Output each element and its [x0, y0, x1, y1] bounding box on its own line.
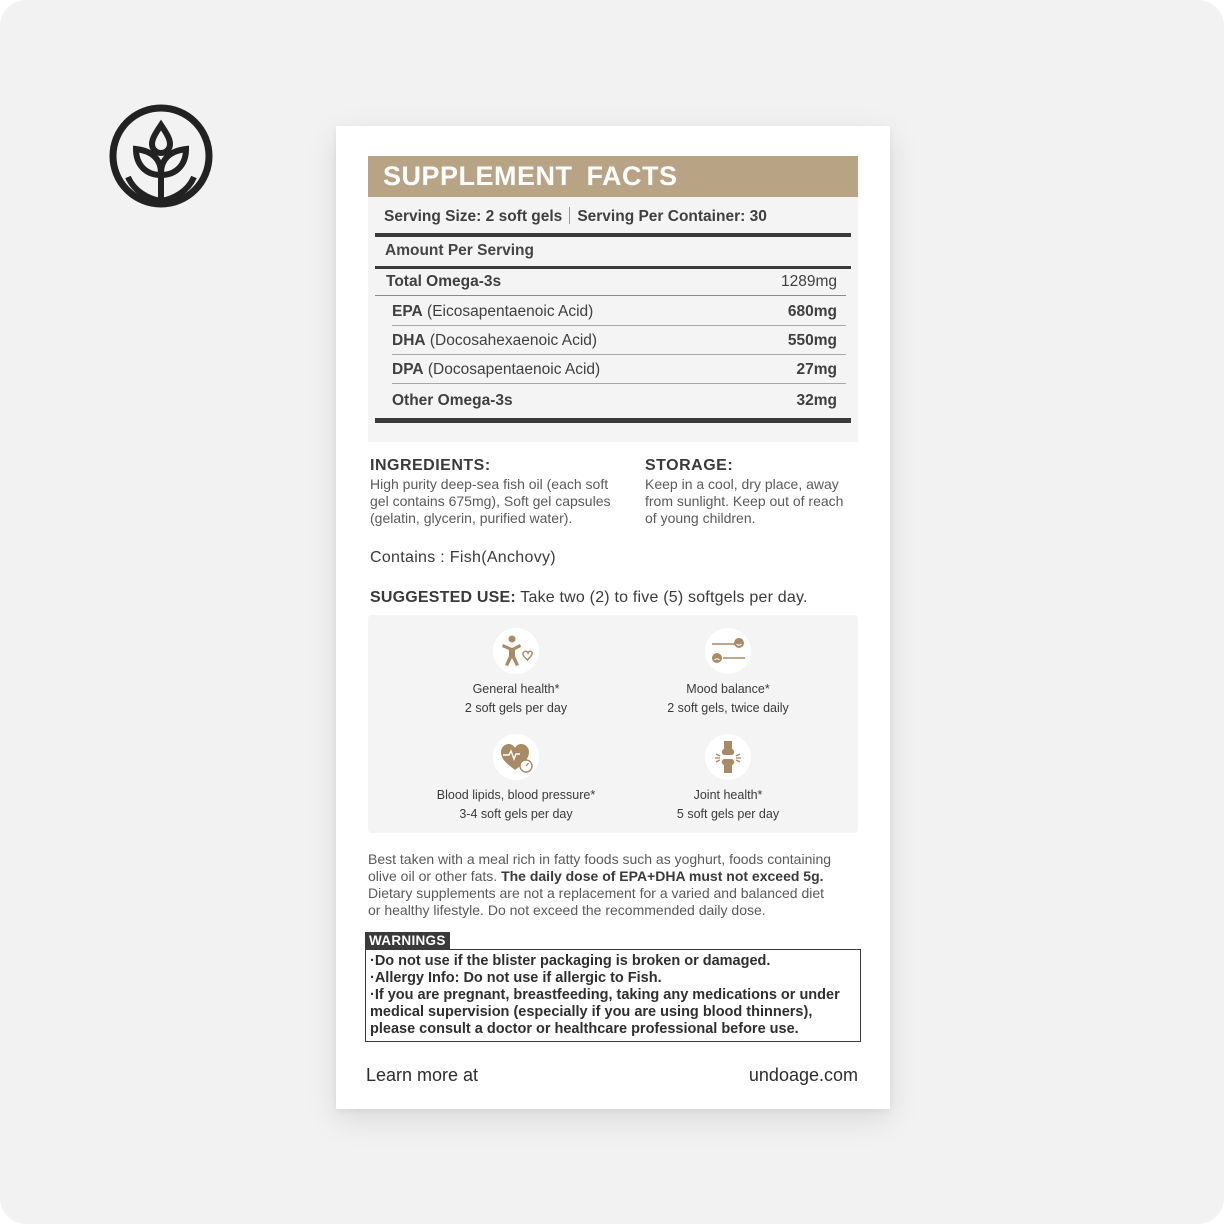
suggested-use-label: SUGGESTED USE: [370, 589, 516, 606]
nutrient-value: 550mg [787, 332, 837, 349]
warnings-box [365, 949, 861, 1042]
supplement-facts-table [368, 197, 858, 442]
divider [375, 266, 851, 269]
nutrient-row-dpa [392, 361, 837, 379]
ingredients-title: INGREDIENTS: [370, 457, 491, 474]
warnings-title: WARNINGS [365, 932, 450, 949]
use-dose: 2 soft gels per day [464, 701, 568, 715]
nutrient-value: 27mg [796, 361, 837, 378]
usage-note [368, 851, 858, 919]
drop-leaves-logo-icon [108, 103, 214, 209]
row-rule [392, 325, 846, 326]
warning-line: medical supervision (especially if you are using blood thinners), [370, 1004, 813, 1020]
thick-divider [375, 233, 851, 237]
ingredients-text [370, 476, 630, 527]
knee-joint-icon [705, 734, 751, 780]
warning-line: ·Do not use if the blister packaging is broken or damaged. [370, 953, 771, 969]
thick-divider [375, 418, 851, 423]
storage-line: of young children. [645, 510, 756, 526]
use-dose: 3-4 soft gels per day [459, 807, 573, 821]
use-label: Joint health* [693, 788, 763, 802]
row-rule [392, 383, 846, 384]
note-line: Dietary supplements are not a replacement for a varied and balanced diet [368, 885, 825, 901]
nutrient-name: (Docosahexaenoic Acid) [425, 332, 598, 349]
use-label: Blood lipids, blood pressure* [436, 788, 596, 802]
nutrient-row-dha [392, 332, 837, 350]
use-item-general-health [401, 628, 631, 716]
note-emphasis: The daily dose of EPA+DHA must not exceed 5g. [501, 868, 824, 884]
ingredients-line: gel contains 675mg), Soft gel capsules [370, 493, 611, 509]
note-line: or healthy lifestyle. Do not exceed the recommended daily dose. [368, 902, 766, 918]
ingredients-line: High purity deep-sea fish oil (each soft [370, 476, 609, 492]
nutrient-value: 680mg [787, 303, 837, 320]
storage-title: STORAGE: [645, 457, 734, 474]
nutrient-name: Total Omega-3s [386, 273, 502, 290]
use-dose: 2 soft gels, twice daily [667, 701, 789, 715]
nutrient-row-epa [392, 303, 837, 321]
ingredients-line: (gelatin, glycerin, purified water). [370, 510, 573, 526]
nutrient-value: 32mg [796, 392, 837, 409]
note-line: Best taken with a meal rich in fatty foods such as yoghurt, foods containing [368, 851, 832, 867]
person-heart-icon [493, 628, 539, 674]
row-rule [375, 295, 846, 296]
nutrient-name: Other Omega-3s [392, 392, 513, 409]
suggested-use-text: Take two (2) to five (5) softgels per day. [515, 589, 808, 606]
other-omega3-row [392, 392, 837, 410]
usage-grid [368, 615, 858, 833]
note-text: olive oil or other fats. [368, 868, 502, 884]
use-item-joint-health [613, 734, 843, 822]
heart-pulse-gauge-icon [493, 734, 539, 780]
website-link[interactable]: undoage.com [748, 1065, 858, 1085]
total-omega3-row [386, 273, 837, 291]
allergen-contains: Contains : Fish(Anchovy) [370, 549, 556, 566]
row-rule [392, 354, 846, 355]
serving-separator [569, 207, 570, 224]
nutrient-abbr: DPA [392, 361, 424, 378]
serving-size: Serving Size: 2 soft gels [384, 208, 563, 225]
use-dose: 5 soft gels per day [676, 807, 780, 821]
nutrient-name: (Docosapentaenoic Acid) [423, 361, 601, 378]
warning-line: please consult a doctor or healthcare professional before use. [370, 1021, 799, 1037]
use-item-mood-balance [613, 628, 843, 716]
serving-info [384, 207, 767, 226]
suggested-use [370, 589, 808, 607]
use-label: Mood balance* [686, 682, 770, 696]
servings-per-container: Serving Per Container: 30 [577, 208, 767, 225]
use-label: General health* [472, 682, 560, 696]
storage-text [645, 476, 865, 527]
supplement-facts-title: SUPPLEMENT FACTS [368, 156, 858, 197]
warning-line: ·If you are pregnant, breastfeeding, taking any medications or under [370, 987, 840, 1003]
nutrient-value: 1289mg [780, 273, 837, 290]
amount-per-serving-title: Amount Per Serving [385, 242, 534, 259]
learn-more-text: Learn more at [366, 1065, 479, 1085]
storage-line: from sunlight. Keep out of reach [645, 493, 844, 509]
product-label-card [336, 126, 890, 1109]
nutrient-abbr: EPA [392, 303, 423, 320]
nutrient-abbr: DHA [392, 332, 426, 349]
note-line [368, 868, 858, 885]
use-item-blood-lipids [401, 734, 631, 822]
mood-faces-icon [705, 628, 751, 674]
warning-line: ·Allergy Info: Do not use if allergic to Fish. [370, 970, 662, 986]
nutrient-name: (Eicosapentaenoic Acid) [422, 303, 594, 320]
storage-line: Keep in a cool, dry place, away [645, 476, 839, 492]
